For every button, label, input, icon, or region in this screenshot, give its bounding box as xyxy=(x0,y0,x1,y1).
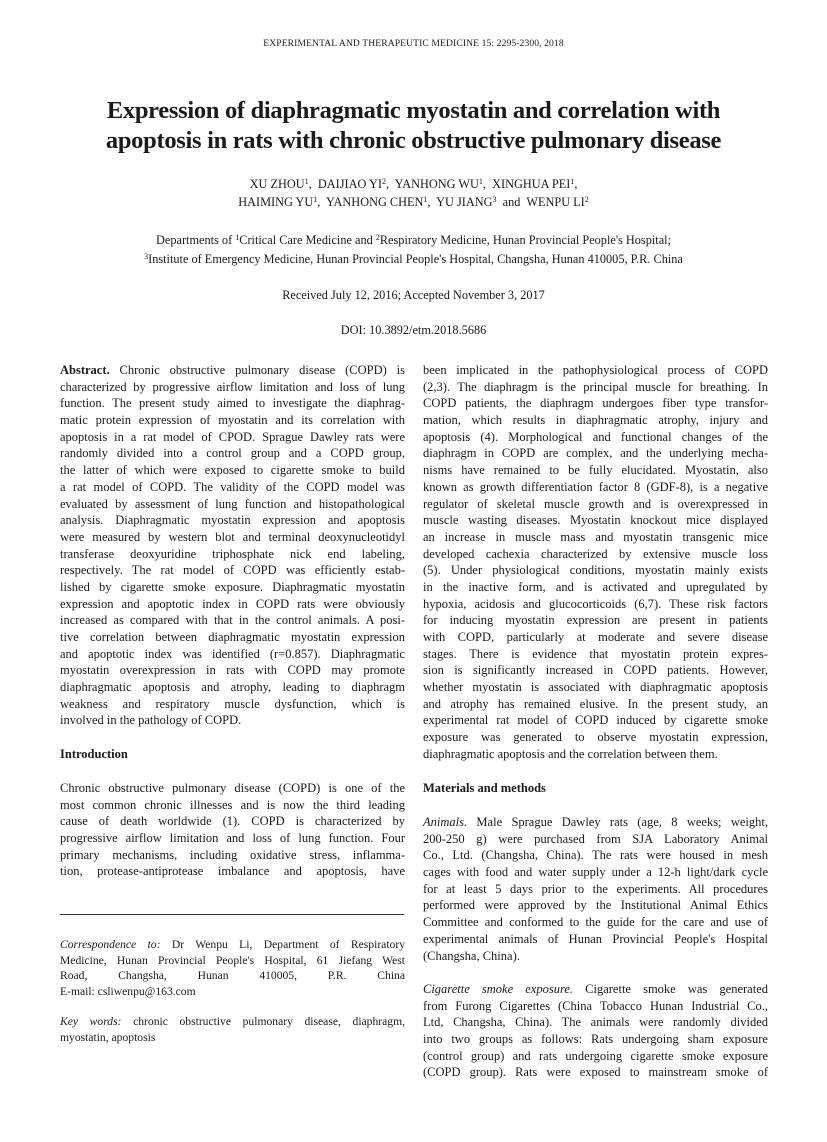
affiliation-marker: 2 xyxy=(381,177,386,186)
affiliation-marker: 1 xyxy=(570,177,575,186)
text-line: Road, Changsha, Hunan 410005, P.R. China xyxy=(60,969,405,983)
text-line xyxy=(60,1014,405,1030)
text-line: Ltd, Changsha, China). The animals were randomly divided xyxy=(423,1015,768,1030)
text-line: diaphragmatic apoptosis and the correlation between them. xyxy=(423,746,718,761)
correspondence-note xyxy=(60,937,405,1000)
introduction-heading: Introduction xyxy=(60,747,128,761)
text-line: transferase deoxyuridine triphosphate nick end labeling, xyxy=(60,546,405,561)
text-line: experimental rat model of COPD induced by cigarette smoke xyxy=(423,713,768,728)
text-line: and apoptotic index was identified (r=0.857). Diaphragmatic xyxy=(60,646,405,661)
text-line: weakness and respiratory muscle dysfunction, which is xyxy=(60,696,405,711)
text-line: hypoxia, acidosis and glucocorticoids (6,7). These risk factors xyxy=(423,596,768,611)
text-line: sion is significantly increased in COPD patients. However, xyxy=(423,663,768,678)
doi: DOI: 10.3892/etm.2018.5686 xyxy=(340,323,487,337)
paragraph-lead: Correspondence to: xyxy=(60,938,161,951)
text-line: analysis. Diaphragmatic myostatin expression and apoptosis xyxy=(60,513,405,528)
affiliation-marker: 3 xyxy=(144,252,149,261)
author-separator: , xyxy=(308,177,318,191)
smoke-exposure-paragraph xyxy=(423,981,768,1081)
line-text: Dr Wenpu Li, Department of Respiratory xyxy=(160,938,406,951)
text-line: Committee and conformed to the guide for the care and use of xyxy=(423,915,768,930)
author-row xyxy=(0,176,827,194)
affiliation-text: Critical Care Medicine and xyxy=(239,233,376,247)
text-line: with COPD, particularly at moderate and severe disease xyxy=(423,630,768,644)
text-line: into two groups as follows: Rats undergoing sham exposure xyxy=(423,1032,768,1047)
text-line xyxy=(60,937,405,953)
text-line: involved in the pathology of COPD. xyxy=(60,713,242,728)
paragraph-lead: Animals. xyxy=(423,815,468,829)
author-separator: , xyxy=(482,177,493,191)
text-line: from Furong Cigarettes (China Tobacco Hunan Industrial Co., xyxy=(423,998,768,1013)
affiliation-line xyxy=(0,250,827,269)
author-row xyxy=(0,194,827,212)
affiliation-marker: 3 xyxy=(492,194,497,204)
text-line: function. The present study aimed to investigate the diaphrag- xyxy=(60,396,405,411)
text-line: the latter of which were exposed to cigarette smoke to build xyxy=(60,463,405,478)
author-separator: , xyxy=(574,177,578,191)
author-separator: and xyxy=(496,194,527,209)
text-line: for at least 5 days prior to the experiments. All procedures xyxy=(423,881,768,896)
text-line: a rat model of COPD. The validity of the COPD model was xyxy=(60,479,405,494)
author-name: YANHONG CHEN xyxy=(326,194,424,209)
title-line: Expression of diaphragmatic myostatin and correlation with xyxy=(106,97,721,124)
text-line xyxy=(60,362,405,379)
title-line: apoptosis in rats with chronic obstructive pulmonary disease xyxy=(105,127,722,154)
text-line: muscle wasting diseases. Myostatin knockout mice displayed xyxy=(423,513,768,528)
author-separator: , xyxy=(427,194,437,209)
text-line: matic protein expression of myostatin and its correlation with xyxy=(60,413,405,428)
author-name: YU JIANG xyxy=(436,194,493,209)
text-line: been implicated in the pathophysiological process of COPD xyxy=(423,363,768,377)
text-line: (COPD group). Rats were exposed to mainstream smoke of xyxy=(423,1065,768,1080)
text-line: E-mail: csliwenpu@163.com xyxy=(60,985,196,999)
text-line: cages with food and water supply under a 12-h light/dark cycle xyxy=(423,865,768,880)
text-line: Co., Ltd. (Changsha, China). The rats were housed in mesh xyxy=(423,848,768,863)
text-line: in the inactive form, and is activated and upregulated by xyxy=(423,579,768,594)
text-line: exposure was generated to observe myostatin expression, xyxy=(423,730,768,745)
text-line: nisms have remained to be fully elucidated. Myostatin, also xyxy=(423,463,768,478)
author-separator: , xyxy=(385,177,395,191)
methods-heading: Materials and methods xyxy=(423,781,546,795)
affiliation-marker: 2 xyxy=(584,194,589,204)
text-line: whether myostatin is associated with diaphragmatic apoptosis xyxy=(423,680,768,695)
text-line: known as growth differentiation factor 8 (GDF-8), is a negative xyxy=(423,479,768,494)
affiliation-marker: 1 xyxy=(478,177,483,186)
text-line: stages. There is evidence that myostatin protein expres- xyxy=(423,646,768,661)
introduction-paragraph xyxy=(60,780,405,880)
text-line: evaluated by assessment of lung function and histopathological xyxy=(60,496,405,511)
text-line: increased as compared with that in the control animals. A posi- xyxy=(60,613,405,628)
text-line: Medicine, Hunan Provincial People's Hospital, 61 Jiefang West xyxy=(60,953,405,967)
text-line: most common chronic illnesses and is now the third leading xyxy=(60,797,405,812)
introduction-continued xyxy=(423,362,768,763)
author-list xyxy=(0,176,827,211)
text-line xyxy=(423,981,768,998)
text-line: (control group) and rats undergoing cigarette smoke exposure xyxy=(423,1048,768,1063)
text-line: an increase in muscle mass and myostatin transgenic mice xyxy=(423,529,768,544)
text-line: myostatin, apoptosis xyxy=(60,1030,156,1044)
text-line: regulator of skeletal muscle growth and is overexpressed in xyxy=(423,496,768,511)
text-line: were measured by western blot and terminal deoxynucleotidyl xyxy=(60,529,405,544)
affiliation-marker: 1 xyxy=(235,233,240,242)
text-line: randomly divided into a control group and a COPD group, xyxy=(60,446,405,461)
text-line xyxy=(423,814,768,831)
text-line: Chronic obstructive pulmonary disease (COPD) is one of the xyxy=(60,781,405,795)
affiliation-text: Institute of Emergency Medicine, Hunan Provincial People's Hospital, Changsha, Hunan 410005, P.R. China xyxy=(148,252,683,266)
text-line: expression and apoptotic index in COPD rats were obviously xyxy=(60,596,405,611)
received-dates: Received July 12, 2016; Accepted November 3, 2017 xyxy=(282,288,545,302)
text-line: (5). Under physiological conditions, myostatin mainly exists xyxy=(423,563,768,578)
text-line: diaphragm in COPD are complex, and the underlying mecha- xyxy=(423,446,768,461)
text-line: and atrophy has remained elusive. In the present study, an xyxy=(423,696,768,711)
paragraph-lead: Cigarette smoke exposure. xyxy=(423,982,574,996)
text-line: 200-250 g) were purchased from SJA Laboratory Animal xyxy=(423,831,768,846)
author-separator: , xyxy=(317,194,327,209)
paragraph-lead: Key words: xyxy=(60,1015,122,1028)
line-text: Chronic obstructive pulmonary disease (COPD) is xyxy=(109,363,405,377)
affiliation-text: Departments of xyxy=(156,233,236,247)
text-line: (2,3). The diaphragm is the principal muscle for breathing. In xyxy=(423,379,768,394)
affiliation-line xyxy=(0,231,827,250)
abstract xyxy=(60,362,405,729)
text-line: experimental animals of Hunan Provincial People's Hospital xyxy=(423,931,768,946)
affiliation-marker: 2 xyxy=(375,233,380,242)
line-text: chronic obstructive pulmonary disease, diaphragm, xyxy=(121,1015,405,1028)
author-name: XU ZHOU xyxy=(249,177,305,191)
text-line: performed were approved by the Institutional Animal Ethics xyxy=(423,898,768,913)
text-line: for inducing myostatin expression are present in patients xyxy=(423,613,768,628)
affiliation-marker: 1 xyxy=(313,194,318,204)
affiliation-text: Respiratory Medicine, Hunan Provincial People's Hospital; xyxy=(379,233,671,247)
text-line: mation, which results in diaphragmatic atrophy, injury and xyxy=(423,413,768,428)
article-title xyxy=(0,96,827,156)
author-name: XINGHUA PEI xyxy=(492,177,571,191)
text-line: tion, protease-antiprotease imbalance and apoptosis, have xyxy=(60,864,405,879)
footnote-divider xyxy=(60,914,404,915)
author-name: DAIJIAO YI xyxy=(317,177,382,191)
animals-paragraph xyxy=(423,814,768,964)
keywords-note xyxy=(60,1014,405,1045)
text-line: primary mechanisms, including oxidative stress, inflamma- xyxy=(60,847,405,862)
running-header: EXPERIMENTAL AND THERAPEUTIC MEDICINE 15: 2295-2300, 2018 xyxy=(263,38,564,49)
affiliations xyxy=(0,231,827,269)
text-line: cause of death worldwide (1). COPD is characterized by xyxy=(60,814,405,829)
text-line: progressive airflow limitation and loss of lung function. Four xyxy=(60,831,405,846)
text-line: apoptosis in a rat model of CPOD. Sprague Dawley rats were xyxy=(60,429,405,444)
paragraph-lead: Abstract. xyxy=(60,363,110,377)
text-line: respectively. The rat model of COPD was efficiently estab- xyxy=(60,563,405,578)
text-line: myostatin overexpression in rats with COPD may promote xyxy=(60,663,405,678)
line-text: Male Sprague Dawley rats (age, 8 weeks; weight, xyxy=(467,815,768,829)
text-line: tive correlation between diaphragmatic myostatin expression xyxy=(60,630,405,644)
text-line: apoptosis (4). Morphological and functional changes of the xyxy=(423,429,768,444)
text-line: developed cachexia characterized by extensive muscle loss xyxy=(423,546,768,561)
author-name: HAIMING YU xyxy=(238,194,314,209)
affiliation-marker: 1 xyxy=(304,177,309,186)
text-line: (Changsha, China). xyxy=(423,948,520,963)
text-line: characterized by progressive airflow limitation and loss of lung xyxy=(60,379,405,394)
author-name: YANHONG WU xyxy=(394,177,479,191)
author-name: WENPU LI xyxy=(526,194,585,209)
text-line: lished by cigarette smoke exposure. Diaphragmatic myostatin xyxy=(60,579,405,594)
text-line: COPD patients, the diaphragm undergoes fiber type transfor- xyxy=(423,396,768,411)
affiliation-marker: 1 xyxy=(423,194,428,204)
line-text: Cigarette smoke was generated xyxy=(573,982,768,996)
text-line: diaphragmatic apoptosis and atrophy, leading to diaphragm xyxy=(60,680,405,695)
